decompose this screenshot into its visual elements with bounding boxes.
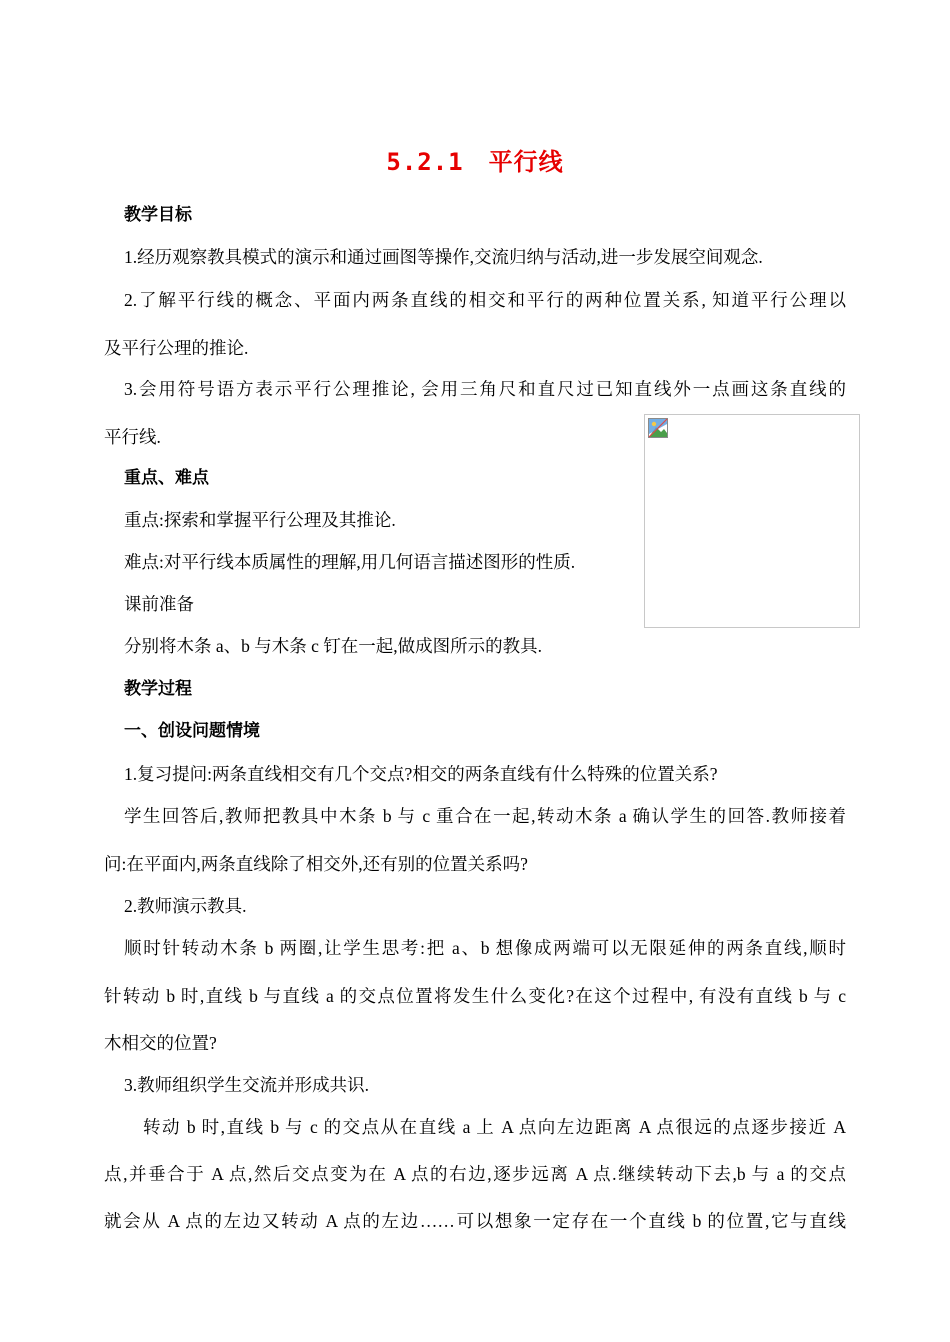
paragraph-2-line-3: 木相交的位置?: [104, 1033, 217, 1053]
paragraph-2-line-2: 针转动 b 时,直线 b 与直线 a 的交点位置将发生什么变化?在这个过程中, 有没有直线 b 与 c: [104, 986, 846, 1006]
question-1: 1.复习提问:两条直线相交有几个交点?相交的两条直线有什么特殊的位置关系?: [124, 764, 718, 784]
broken-image-icon: [648, 418, 668, 438]
paragraph-3-line-2: 点,并垂合于 A 点,然后交点变为在 A 点的右边,逐步远离 A 点.继续转动下去,b 与 a 的交点: [104, 1164, 846, 1184]
goals-heading: 教学目标: [124, 205, 192, 225]
prep-text: 分别将木条 a、b 与木条 c 钉在一起,做成图所示的教具.: [124, 636, 543, 656]
goal-2-line-2: 及平行公理的推论.: [104, 338, 249, 358]
figure-placeholder: [644, 414, 860, 628]
goal-3-line-1: 3.会用符号语方表示平行公理推论, 会用三角尺和直尺过已知直线外一点画这条直线的: [124, 379, 846, 399]
goal-1: 1.经历观察教具模式的演示和通过画图等操作,交流归纳与活动,进一步发展空间观念.: [124, 247, 763, 267]
question-2: 2.教师演示教具.: [124, 896, 247, 916]
part-1-heading: 一、创设问题情境: [124, 721, 260, 741]
process-heading: 教学过程: [124, 679, 192, 699]
paragraph-2-line-1: 顺时针转动木条 b 两圈,让学生思考:把 a、b 想像成两端可以无限延伸的两条直线,顺时: [124, 938, 846, 958]
page-title: 5.2.1 平行线: [386, 148, 564, 176]
difficult-point: 难点:对平行线本质属性的理解,用几何语言描述图形的性质.: [124, 552, 576, 572]
paragraph-3-line-3: 就会从 A 点的左边又转动 A 点的左边……可以想象一定存在一个直线 b 的位置,它与直线: [104, 1211, 846, 1231]
key-point: 重点:探索和掌握平行公理及其推论.: [124, 510, 396, 530]
goal-3-line-2: 平行线.: [104, 427, 161, 447]
question-3: 3.教师组织学生交流并形成共识.: [124, 1075, 369, 1095]
paragraph-1-line-1: 学生回答后,教师把教具中木条 b 与 c 重合在一起,转动木条 a 确认学生的回答.教师接着: [124, 806, 846, 826]
prep-heading: 课前准备: [124, 594, 194, 614]
paragraph-3-line-1: 转动 b 时,直线 b 与 c 的交点从在直线 a 上 A 点向左边距离 A 点很远的点逐步接近 A: [143, 1117, 846, 1137]
paragraph-1-line-2: 问:在平面内,两条直线除了相交外,还有别的位置关系吗?: [104, 854, 528, 874]
key-points-heading: 重点、难点: [124, 468, 209, 488]
goal-2-line-1: 2.了解平行线的概念、平面内两条直线的相交和平行的两种位置关系, 知道平行公理以: [124, 290, 846, 310]
